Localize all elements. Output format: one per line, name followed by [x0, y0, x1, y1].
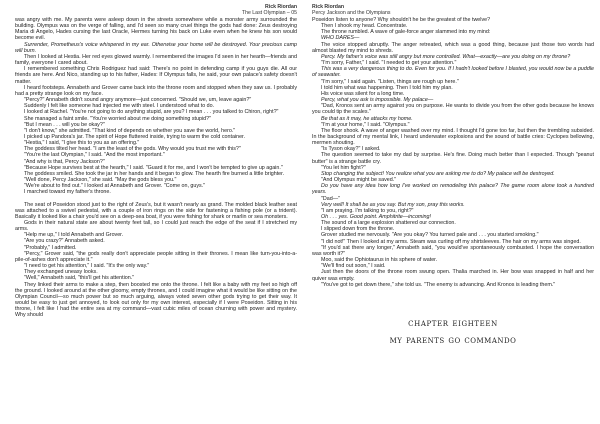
paragraph: "And why is that, Percy Jackson?" — [24, 158, 105, 165]
paragraph: "Dad—" — [321, 195, 340, 202]
chapter-number: chapter eighteen — [408, 318, 498, 329]
paragraph: WHO DARES— — [321, 35, 360, 42]
paragraph: They linked their arms to make a step, then boosted me onto the throne. I felt like a baby with my feet so high off the ground. I looked around at the other gloomy, empty thrones, and I could imagine what it would be like sitting on the Olympian Council—so much power but so much arguing, always voted seven other gods trying to get their way. It would be easy to just get annoyed, to look out only for my own interest, especially if I were Poseidon. Sitting in his throne, I felt like I had the entire sea at my command—vast cubic miles of ocean churning with power and mystery. Why should — [15, 281, 297, 319]
paragraph: "I'm sorry, Father," I said. "I needed to get your attention." — [321, 60, 457, 67]
paragraph: "Well," Annabeth said, "this'll get his attention." — [24, 275, 135, 282]
author-name: Rick Riordan — [265, 4, 297, 10]
paragraph: "Percy," Grover said, "the gods really don't appreciate people sitting in their thrones. I mean like turn-you-into-a-pile-of-ashes don't appreciate it." — [15, 250, 297, 263]
paragraph: was angry with me. My parents were asleep down in the streets somewhere while a monster army surrounded the building. Olympus was on the verge of falling, and I'd seen so many cruel things the gods had done: Zeus destroying Maria di Angelo, Hades cursing the last Oracle, Hermes turning his back on Luke even when he knew his son would become evil. — [15, 17, 297, 42]
paragraph: I told him what was happening. Then I told him my plan. — [321, 84, 453, 91]
paragraph: Grover studied me nervously. "Are you okay? You turned pale and . . . you started smoking." — [321, 232, 539, 239]
paragraph: "If you'd sat there any longer," Annabeth said, "you would've spontaneously combusted. I hope the conversation was worth it?" — [312, 244, 594, 257]
paragraph: "You let him fight?" — [321, 164, 366, 171]
paragraph: "I did not!" Then I looked at my arms. Steam was curling off my shirtsleeves. The hair on my arms was singed. — [321, 238, 581, 245]
paragraph: "Is Tyson okay?" I asked. — [321, 146, 381, 153]
right-page-body — [312, 17, 594, 288]
paragraph: Percy. My father's voice was still angry but more controlled. What—exactly—are you doing on my throne? — [321, 53, 571, 60]
paragraph: "We'll find out soon," I said. — [321, 263, 386, 270]
paragraph: I slipped down from the throne. — [321, 226, 395, 233]
paragraph: "Because Hope survives best at the hearth," I said. "Guard it for me, and I won't be tempted to give up again." — [24, 164, 283, 171]
left-page-header — [242, 4, 297, 16]
paragraph: "Hestia," I said, "I give this to you as an offering." — [24, 140, 140, 147]
paragraph: "Help me up," I told Annabeth and Grover. — [24, 232, 124, 239]
paragraph: "Are you crazy?" Annabeth asked. — [24, 238, 105, 245]
paragraph: I picked up Pandora's jar. The spirit of Hope fluttered inside, trying to warm the cold container. — [24, 133, 246, 140]
paragraph: Gods in their natural state are about twenty feet tall, so I could just reach the edge of the seat if I stretched my arms. — [15, 220, 297, 233]
paragraph: "We're about to find out." I looked at Annabeth and Grover. "Come on, guys." — [24, 183, 206, 190]
paragraph: "Well done, Percy Jackson," she said. "May the gods bless you." — [24, 177, 177, 184]
paragraph: Surrender, Prometheus's voice whispered in my ear. Otherwise your home will be destroyed. Your precious camp will burn. — [15, 41, 297, 54]
paragraph: The voice stopped abruptly. The anger retreated, which was a good thing, because just those two words had almost blasted my mind to shreds. — [312, 41, 594, 54]
paragraph: Be that as it may, he attacks my home. — [321, 115, 413, 122]
paragraph: Percy, what you ask is impossible. My palace— — [321, 97, 434, 104]
author-name: Rick Riordan — [312, 4, 344, 10]
paragraph: "I don't know," she admitted. "That kind of depends on whether you save the world, hero." — [24, 127, 236, 134]
left-page — [15, 0, 297, 424]
chapter-title: my parents go commando — [389, 335, 517, 346]
right-page — [312, 0, 594, 424]
paragraph: The goddess tilted her head. "I am the least of the gods. Why would you trust me with this?" — [24, 146, 241, 153]
paragraph: His voice was silent for a long time. — [321, 90, 405, 97]
paragraph: "Probably," I admitted. — [24, 244, 77, 251]
paragraph: Suddenly I felt like someone had injected me with steel. I understood what to do. — [24, 103, 215, 110]
paragraph: Then I looked at Hestia. Her red eyes glowed warmly. I remembered the images I'd seen in her hearth—friends and family, everyone I cared about. — [15, 53, 297, 67]
paragraph: "I need to get his attention," I said. "It's the only way." — [24, 263, 150, 270]
paragraph: Poseidon listen to anyone? Why shouldn't he be the greatest of the twelve? — [312, 17, 491, 23]
paragraph: The sound of a large explosion shattered our connection. — [321, 220, 456, 227]
paragraph: "I'm sorry," I said again. "Listen, things are rough up here." — [321, 78, 459, 85]
left-page-body — [15, 17, 297, 319]
paragraph: Moo, said the Ophiotaurus in his sphere of water. — [321, 257, 438, 264]
paragraph: The seat of Poseidon stood just to the right of Zeus's, but it wasn't nearly as grand. The molded black leather seat was attached to a swivel pedestal, with a couple of iron rings on the side for fastening a fishing pole (or a trident). Basically it looked like a chair you'd see on a deep-sea boat, if you were fishing for shark or marlin or sea monsters. — [15, 201, 297, 220]
paragraph: "Percy?" Annabeth didn't sound angry anymore—just concerned. "Should we, um, leave again?" — [24, 97, 252, 104]
paragraph: "I'm at your home," I said. "Olympus." — [321, 121, 410, 128]
paragraph: "You're the last Olympian," I said. "And the most important." — [24, 152, 165, 159]
paragraph: The floor shook. A wave of anger washed over my mind. I thought I'd gone too far, but then the trembling subsided. In the background of my mental link, I heard underwater explosions and the sound of battle cries: Cyclopes bellowing, mermen shouting. — [312, 127, 594, 147]
paragraph: The goddess smiled. She took the jar in her hands and it began to glow. The hearth fire burned a little brighter. — [24, 170, 285, 177]
chapter-heading — [312, 318, 594, 346]
paragraph: The question seemed to take my dad by surprise. He's fine. Doing much better than I expected. Though "peanut butter" is a strange battle cry. — [312, 152, 594, 165]
paragraph: I looked at Rachel. "You're not going to do anything stupid, are you? I mean . . . you talked to Chiron, right?" — [24, 109, 279, 116]
paragraph: "You've got to get down there," she told us. "The enemy is advancing. And Kronos is leading them." — [321, 281, 556, 288]
right-page-header — [312, 4, 390, 16]
paragraph: "And Olympus might be saved." — [321, 177, 397, 184]
paragraph: I marched toward my father's throne. — [24, 189, 111, 196]
book-title: The Last Olympian – 05 — [241, 10, 297, 16]
paragraph: "Dad, Kronos sent an army against you on purpose. He wants to divide you from the other gods because he knows you could tip the scales." — [312, 103, 594, 116]
paragraph: Do you have any idea how long I've worked on remodeling this palace? The game room alone took a hundred years. — [312, 183, 594, 196]
paragraph: I heard footsteps. Annabeth and Grover came back into the throne room and stopped when they saw us. I probably had a pretty strange look on my face. — [15, 84, 297, 97]
paragraph: She managed a faint smile. "You're worried about me doing something stupid?" — [24, 115, 212, 122]
paragraph: The throne rumbled. A wave of gale-force anger slammed into my mind: — [321, 29, 491, 36]
paragraph: Just then the doors of the throne room swung open. Thalia marched in. Her bow was snapped in half and her quiver was empty. — [312, 269, 594, 282]
paragraph: Stop changing the subject! You realize what you are asking me to do? My palace will be destroyed. — [321, 170, 555, 177]
paragraph: They exchanged uneasy looks. — [24, 269, 98, 276]
paragraph: Very well! It shall be as you say. But my son, pray this works. — [321, 201, 465, 208]
paragraph: Then I shook my head. Concentrate. — [321, 23, 408, 30]
paragraph: "I am praying. I'm talking to you, right?" — [321, 207, 414, 214]
series-title: Percy Jackson and the Olympians — [312, 10, 391, 16]
paragraph: This was a very dangerous thing to do. Even for you. If I hadn't looked before I blasted, you would now be a puddle of seawater. — [312, 66, 594, 79]
paragraph: I remembered something Chris Rodriguez had said: There's no point in defending camp if you guys die. All our friends are here. And Nico, standing up to his father, Hades: If Olympus falls, he said, your own palace's safety doesn't matter. — [15, 66, 297, 85]
paragraph: "But I mean . . . will you be okay?" — [24, 121, 105, 128]
paragraph: Oh . . . yes. Good point. Amphitrite—incoming! — [321, 214, 431, 220]
